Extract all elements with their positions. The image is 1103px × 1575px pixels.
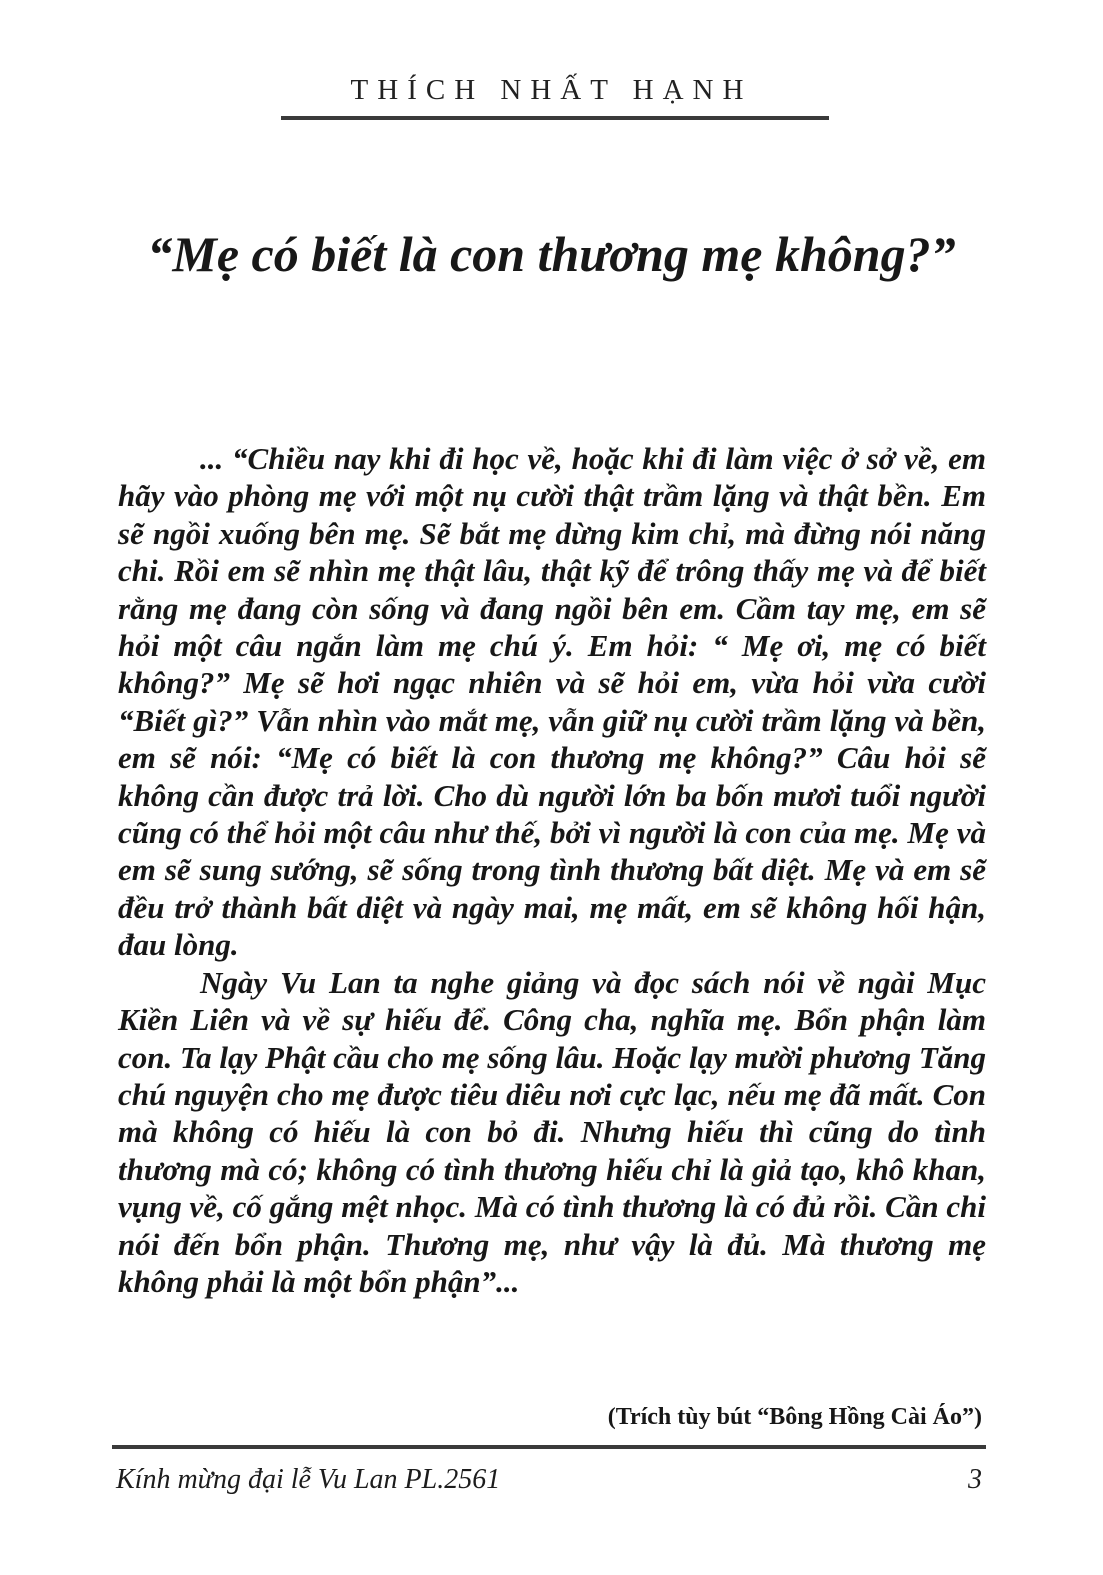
- source-citation: (Trích tùy bút “Bông Hồng Cài Áo”): [607, 1404, 982, 1430]
- article-title: “Mẹ có biết là con thương mẹ không?”: [147, 226, 956, 282]
- paragraph-1: ... “Chiều nay khi đi học về, hoặc khi đi làm việc ở sở về, em hãy vào phòng mẹ với một nụ cười thật trầm lặng và thật bền. Em sẽ ngồi xuống bên mẹ. Sẽ bắt mẹ dừng kim chỉ, mà đừng nói năng chi. Rồi em sẽ nhìn mẹ thật lâu, thật kỹ để trông thấy mẹ và để biết rằng mẹ đang còn sống và đang ngồi bên em. Cầm tay mẹ, em sẽ hỏi một câu ngắn làm mẹ chú ý. Em hỏi: “ Mẹ ơi, mẹ có biết không?” Mẹ sẽ hơi ngạc nhiên và sẽ hỏi em, vừa hỏi vừa cười “Biết gì?” Vẫn nhìn vào mắt mẹ, vẫn giữ nụ cười trầm lặng và bền, em sẽ nói: “Mẹ có biết là con thương mẹ không?” Câu hỏi sẽ không cần được trả lời. Cho dù người lớn ba bốn mươi tuổi người cũng có thể hỏi một câu như thế, bởi vì người là con của mẹ. Mẹ và em sẽ sung sướng, sẽ sống trong tình thương bất diệt. Mẹ và em sẽ đều trở thành bất diệt và ngày mai, mẹ mất, em sẽ không hối hận, đau lòng.: [118, 441, 986, 963]
- article-body: [118, 440, 986, 1300]
- page-number: 3: [968, 1464, 982, 1495]
- paragraph-2: Ngày Vu Lan ta nghe giảng và đọc sách nói về ngài Mục Kiền Liên và về sự hiếu để. Công cha, nghĩa mẹ. Bổn phận làm con. Ta lạy Phật cầu cho mẹ sống lâu. Hoặc lạy mười phương Tăng chú nguyện cho mẹ được tiêu diêu nơi cực lạc, nếu mẹ đã mất. Con mà không có hiếu là con bỏ đi. Nhưng hiếu thì cũng do tình thương mà có; không có tình thương hiếu chỉ là giả tạo, khô khan, vụng về, cố gắng mệt nhọc. Mà có tình thương là có đủ rồi. Cần chi nói đến bổn phận. Thương mẹ, như vậy là đủ. Mà thương mẹ không phải là một bổn phận”...: [118, 964, 986, 1299]
- footer-rule: [112, 1445, 986, 1449]
- header-rule: [281, 116, 829, 120]
- footer-publication: Kính mừng đại lễ Vu Lan PL.2561: [116, 1464, 501, 1495]
- running-head-author: THÍCH NHẤT HẠNH: [350, 74, 753, 106]
